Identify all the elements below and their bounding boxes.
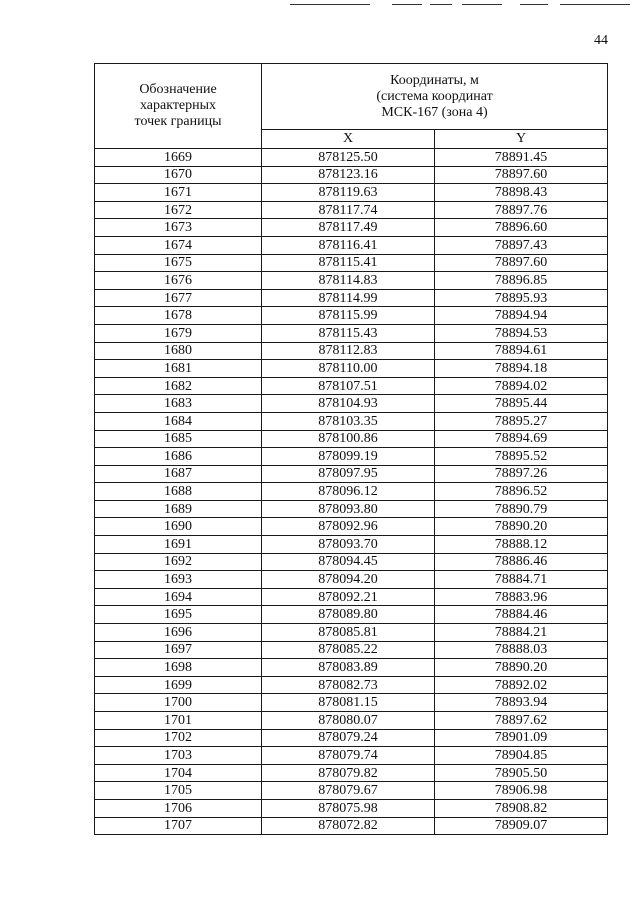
point-cell: 1681 — [95, 360, 262, 378]
table-row — [95, 166, 608, 184]
y-cell: 78884.46 — [435, 606, 608, 624]
point-cell: 1692 — [95, 553, 262, 571]
x-cell: 878094.45 — [262, 553, 435, 571]
table-row — [95, 360, 608, 378]
point-cell: 1691 — [95, 536, 262, 554]
x-cell: 878114.99 — [262, 289, 435, 307]
table-row — [95, 272, 608, 290]
point-cell: 1679 — [95, 324, 262, 342]
x-cell: 878092.21 — [262, 588, 435, 606]
x-cell: 878079.67 — [262, 782, 435, 800]
x-cell: 878096.12 — [262, 483, 435, 501]
point-cell: 1684 — [95, 412, 262, 430]
table-row — [95, 483, 608, 501]
point-cell: 1678 — [95, 307, 262, 325]
point-cell: 1698 — [95, 659, 262, 677]
table-row — [95, 307, 608, 325]
table-row — [95, 518, 608, 536]
point-cell: 1669 — [95, 149, 262, 167]
point-cell: 1675 — [95, 254, 262, 272]
coordinates-table — [94, 63, 608, 835]
header-coordinates — [262, 64, 608, 130]
point-cell: 1673 — [95, 219, 262, 237]
y-cell: 78908.82 — [435, 799, 608, 817]
x-cell: 878094.20 — [262, 571, 435, 589]
point-cell: 1693 — [95, 571, 262, 589]
y-cell: 78904.85 — [435, 747, 608, 765]
table-row — [95, 430, 608, 448]
x-cell: 878110.00 — [262, 360, 435, 378]
x-cell: 878085.22 — [262, 641, 435, 659]
point-cell: 1699 — [95, 676, 262, 694]
top-rule-6 — [560, 4, 630, 5]
point-cell: 1676 — [95, 272, 262, 290]
point-cell: 1674 — [95, 236, 262, 254]
x-cell: 878116.41 — [262, 236, 435, 254]
table-row — [95, 377, 608, 395]
point-cell: 1700 — [95, 694, 262, 712]
y-cell: 78905.50 — [435, 764, 608, 782]
point-cell: 1695 — [95, 606, 262, 624]
y-cell: 78906.98 — [435, 782, 608, 800]
table-row — [95, 694, 608, 712]
table-row — [95, 395, 608, 413]
table-body — [95, 149, 608, 835]
x-cell: 878107.51 — [262, 377, 435, 395]
top-rule-2 — [392, 4, 422, 5]
y-cell: 78893.94 — [435, 694, 608, 712]
point-cell: 1685 — [95, 430, 262, 448]
y-cell: 78890.79 — [435, 500, 608, 518]
y-cell: 78895.93 — [435, 289, 608, 307]
table-row — [95, 571, 608, 589]
y-cell: 78898.43 — [435, 184, 608, 202]
x-cell: 878079.82 — [262, 764, 435, 782]
y-cell: 78909.07 — [435, 817, 608, 835]
table-row — [95, 465, 608, 483]
y-cell: 78895.52 — [435, 448, 608, 466]
y-cell: 78897.60 — [435, 166, 608, 184]
y-cell: 78896.52 — [435, 483, 608, 501]
x-cell: 878099.19 — [262, 448, 435, 466]
point-cell: 1697 — [95, 641, 262, 659]
point-cell: 1687 — [95, 465, 262, 483]
point-cell: 1702 — [95, 729, 262, 747]
x-cell: 878115.41 — [262, 254, 435, 272]
y-cell: 78897.26 — [435, 465, 608, 483]
x-cell: 878081.15 — [262, 694, 435, 712]
x-cell: 878085.81 — [262, 624, 435, 642]
x-cell: 878092.96 — [262, 518, 435, 536]
x-cell: 878115.99 — [262, 307, 435, 325]
y-cell: 78897.76 — [435, 201, 608, 219]
point-cell: 1672 — [95, 201, 262, 219]
table-row — [95, 676, 608, 694]
table-row — [95, 659, 608, 677]
x-cell: 878075.98 — [262, 799, 435, 817]
table-row — [95, 641, 608, 659]
point-cell: 1704 — [95, 764, 262, 782]
table-header-row — [95, 64, 608, 130]
point-cell: 1688 — [95, 483, 262, 501]
x-cell: 878083.89 — [262, 659, 435, 677]
point-cell: 1696 — [95, 624, 262, 642]
y-cell: 78894.94 — [435, 307, 608, 325]
table-row — [95, 184, 608, 202]
y-cell: 78897.60 — [435, 254, 608, 272]
table-row — [95, 553, 608, 571]
x-cell: 878072.82 — [262, 817, 435, 835]
point-cell: 1689 — [95, 500, 262, 518]
x-cell: 878119.63 — [262, 184, 435, 202]
y-cell: 78890.20 — [435, 518, 608, 536]
point-cell: 1707 — [95, 817, 262, 835]
table-row — [95, 149, 608, 167]
y-cell: 78894.53 — [435, 324, 608, 342]
table-row — [95, 289, 608, 307]
y-cell: 78888.12 — [435, 536, 608, 554]
y-cell: 78891.45 — [435, 149, 608, 167]
point-cell: 1694 — [95, 588, 262, 606]
header-designation — [95, 64, 262, 149]
table-row — [95, 536, 608, 554]
page-number: 44 — [594, 33, 608, 48]
table-row — [95, 254, 608, 272]
top-rule-5 — [520, 4, 548, 5]
point-cell: 1686 — [95, 448, 262, 466]
x-cell: 878089.80 — [262, 606, 435, 624]
x-cell: 878080.07 — [262, 712, 435, 730]
x-cell: 878097.95 — [262, 465, 435, 483]
table-row — [95, 747, 608, 765]
y-cell: 78897.43 — [435, 236, 608, 254]
table-row — [95, 342, 608, 360]
point-cell: 1670 — [95, 166, 262, 184]
table-row — [95, 782, 608, 800]
x-cell: 878112.83 — [262, 342, 435, 360]
point-cell: 1690 — [95, 518, 262, 536]
x-cell: 878125.50 — [262, 149, 435, 167]
table-row — [95, 588, 608, 606]
x-cell: 878103.35 — [262, 412, 435, 430]
x-cell: 878079.74 — [262, 747, 435, 765]
point-cell: 1680 — [95, 342, 262, 360]
header-designation-text: Обозначение характерных точек границы — [134, 82, 222, 129]
table-row — [95, 412, 608, 430]
table-row — [95, 606, 608, 624]
y-cell: 78884.71 — [435, 571, 608, 589]
top-rule-4 — [462, 4, 502, 5]
table-row — [95, 201, 608, 219]
table-row — [95, 799, 608, 817]
header-coordinates-text: Координаты, м (система координат МСК-167 (зона 4) — [376, 72, 493, 120]
x-cell: 878079.24 — [262, 729, 435, 747]
y-cell: 78895.27 — [435, 412, 608, 430]
table-row — [95, 219, 608, 237]
x-cell: 878115.43 — [262, 324, 435, 342]
x-cell: 878123.16 — [262, 166, 435, 184]
table-row — [95, 624, 608, 642]
y-cell: 78894.69 — [435, 430, 608, 448]
table-row — [95, 324, 608, 342]
point-cell: 1706 — [95, 799, 262, 817]
x-cell: 878104.93 — [262, 395, 435, 413]
point-cell: 1682 — [95, 377, 262, 395]
header-y: Y — [435, 129, 608, 148]
table-row — [95, 500, 608, 518]
point-cell: 1683 — [95, 395, 262, 413]
table-row — [95, 712, 608, 730]
y-cell: 78888.03 — [435, 641, 608, 659]
x-cell: 878093.80 — [262, 500, 435, 518]
y-cell: 78886.46 — [435, 553, 608, 571]
y-cell: 78883.96 — [435, 588, 608, 606]
y-cell: 78896.85 — [435, 272, 608, 290]
y-cell: 78890.20 — [435, 659, 608, 677]
x-cell: 878082.73 — [262, 676, 435, 694]
y-cell: 78897.62 — [435, 712, 608, 730]
point-cell: 1705 — [95, 782, 262, 800]
x-cell: 878117.49 — [262, 219, 435, 237]
top-rule-3 — [430, 4, 452, 5]
table-row — [95, 729, 608, 747]
y-cell: 78895.44 — [435, 395, 608, 413]
y-cell: 78894.18 — [435, 360, 608, 378]
table-row — [95, 817, 608, 835]
x-cell: 878114.83 — [262, 272, 435, 290]
point-cell: 1671 — [95, 184, 262, 202]
y-cell: 78901.09 — [435, 729, 608, 747]
y-cell: 78892.02 — [435, 676, 608, 694]
y-cell: 78894.61 — [435, 342, 608, 360]
x-cell: 878117.74 — [262, 201, 435, 219]
point-cell: 1701 — [95, 712, 262, 730]
table-row — [95, 448, 608, 466]
y-cell: 78894.02 — [435, 377, 608, 395]
top-rule-1 — [290, 4, 370, 5]
table-row — [95, 236, 608, 254]
y-cell: 78884.21 — [435, 624, 608, 642]
x-cell: 878093.70 — [262, 536, 435, 554]
x-cell: 878100.86 — [262, 430, 435, 448]
y-cell: 78896.60 — [435, 219, 608, 237]
point-cell: 1677 — [95, 289, 262, 307]
table-row — [95, 764, 608, 782]
header-x: X — [262, 129, 435, 148]
point-cell: 1703 — [95, 747, 262, 765]
